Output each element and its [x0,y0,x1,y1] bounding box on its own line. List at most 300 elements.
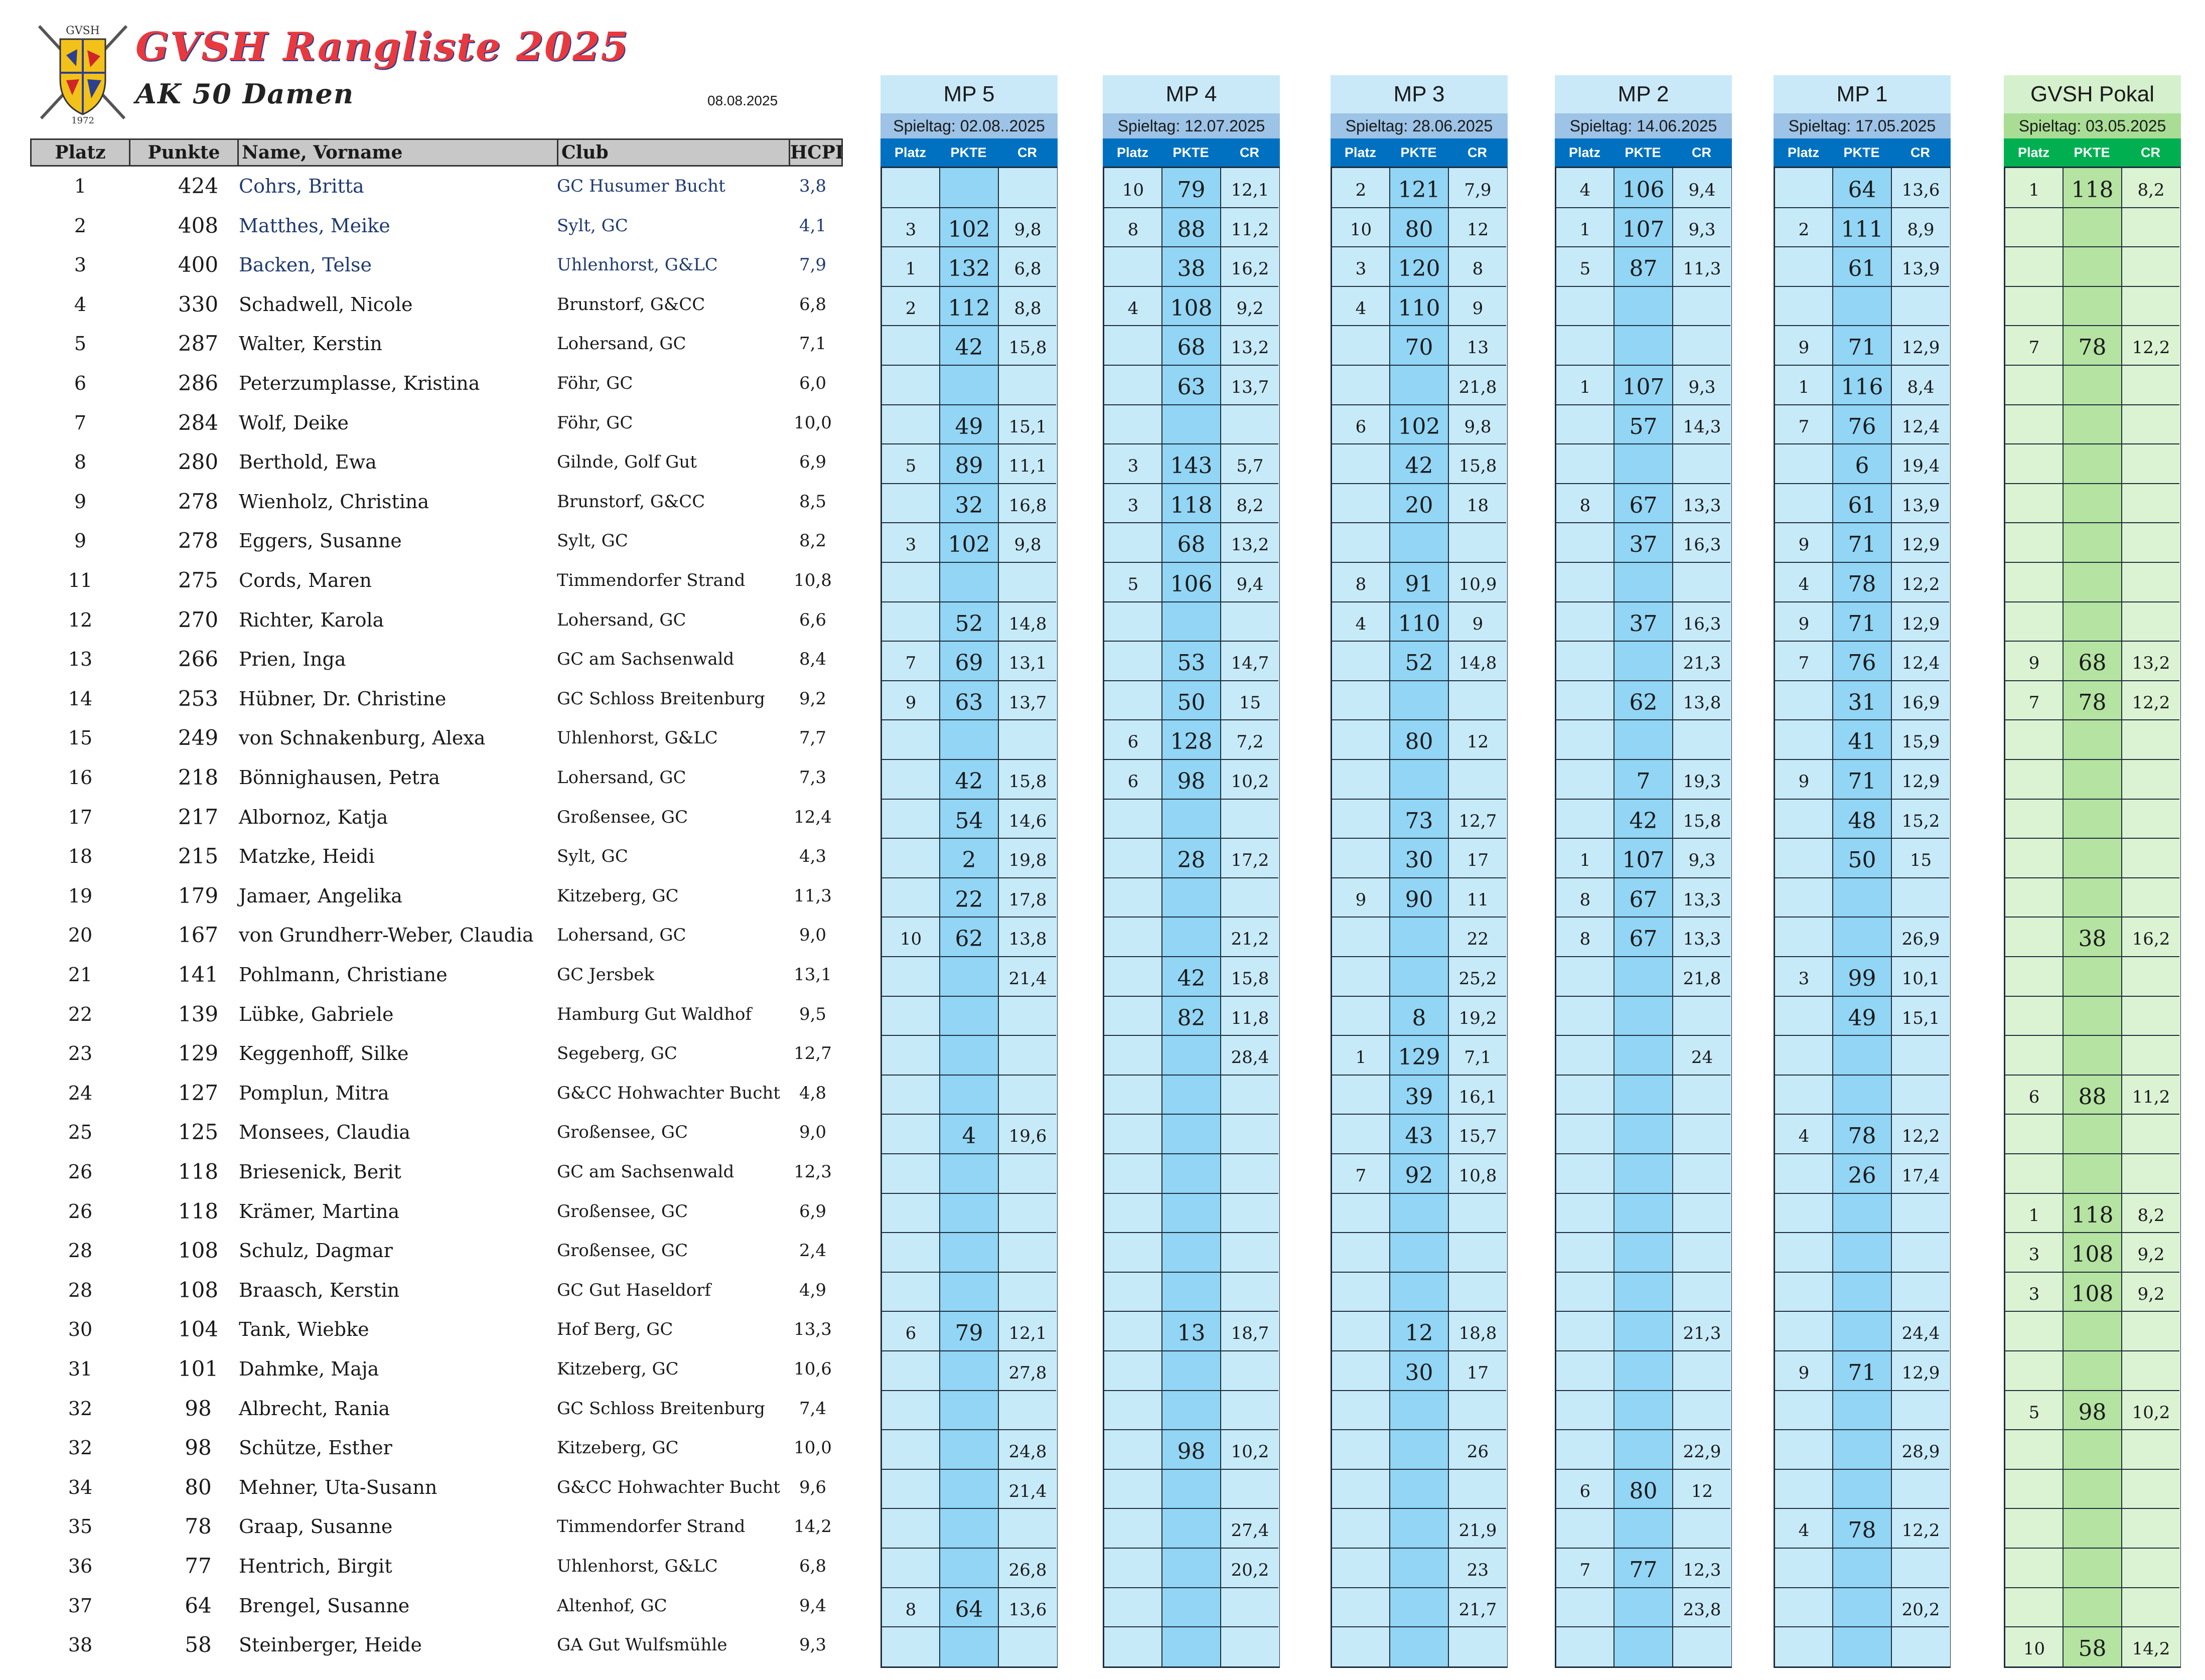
event-grid [1103,167,1280,1668]
result-cr: 9,4 [1688,180,1716,200]
result-cr: 9,8 [1014,535,1042,555]
result-platz: 6 [1355,416,1367,437]
col-header-hcpi: HCPI [789,138,843,167]
result-platz [2005,838,2063,878]
result-platz [1775,799,1833,839]
result-pkte: 80 [1405,216,1433,242]
event-title: MP 4 [1103,75,1280,113]
result-pkte [2063,365,2122,405]
result-platz [1556,1114,1614,1154]
table-row [30,1428,843,1468]
rank-cell: 38 [68,1634,93,1656]
result-platz: 3 [2028,1284,2040,1304]
result-platz [1104,1154,1162,1193]
result-pkte: 58 [2078,1636,2107,1662]
result-platz [1332,523,1390,562]
result-cr [1221,1469,1279,1509]
result-cr [998,720,1057,759]
result-pkte: 107 [1622,216,1665,242]
result-cr: 16,9 [1901,692,1940,713]
table-row [30,798,843,837]
result-cr: 14,8 [1458,653,1497,674]
result-pkte: 89 [955,453,983,479]
result-platz [1332,641,1390,681]
table-row [30,285,843,325]
result-pkte [2063,1351,2122,1391]
result-platz [882,365,940,405]
result-pkte [1833,1391,1891,1430]
result-cr: 13,3 [1683,889,1721,910]
result-cr: 26,9 [1901,929,1940,950]
result-platz: 4 [1355,298,1367,319]
hcpi-cell: 9,5 [799,1004,827,1024]
name-cell: Tank, Wiebke [239,1318,369,1341]
result-platz [1332,1548,1390,1588]
result-platz [1104,405,1162,444]
result-platz [1556,523,1614,562]
result-cr: 19,4 [1901,456,1940,477]
result-platz: 9 [1798,772,1810,792]
result-platz [2005,996,2063,1036]
result-cr: 11,8 [1231,1008,1269,1028]
hcpi-cell: 12,3 [794,1162,832,1182]
result-cr [1448,1469,1507,1509]
hcpi-cell: 4,3 [799,846,827,867]
points-cell: 125 [178,1120,219,1145]
event-subheader [1774,138,1951,167]
result-cr: 12 [1466,732,1489,752]
result-pkte [1614,1114,1673,1154]
result-cr: 12,4 [1901,416,1940,437]
result-cr [1891,878,1950,918]
result-pkte [1162,1391,1221,1430]
result-platz [2005,562,2063,602]
name-cell: Schulz, Dagmar [239,1240,393,1262]
result-cr: 19,2 [1458,1008,1497,1028]
result-cr: 16,2 [2132,929,2170,950]
col-header-club: Club [557,138,790,167]
subheader-platz: Platz [2017,145,2050,160]
name-cell: von Schnakenburg, Alexa [239,727,486,749]
table-row [30,837,843,876]
result-pkte [1162,878,1221,918]
result-platz [1775,1154,1833,1193]
result-pkte: 129 [1398,1044,1440,1071]
result-platz: 8 [1579,495,1591,516]
result-pkte [1162,799,1221,839]
result-cr: 16,2 [1231,259,1269,279]
result-cr: 12,1 [1008,1323,1047,1344]
result-platz [1556,1233,1614,1272]
rank-cell: 2 [74,214,87,237]
result-pkte: 121 [1398,177,1440,203]
result-platz: 10 [2023,1639,2045,1659]
result-pkte: 143 [1170,453,1213,479]
result-platz: 5 [2028,1402,2040,1423]
event-date: Spieltag: 14.06.2025 [1555,113,1732,138]
rank-cell: 1 [74,175,87,197]
result-platz: 1 [1355,1047,1367,1068]
result-cr: 24,4 [1901,1323,1940,1344]
result-platz [1775,1588,1833,1627]
table-row [30,1113,843,1152]
result-pkte: 13 [1177,1320,1206,1346]
result-platz [1104,1351,1162,1391]
result-pkte [2063,957,2122,996]
result-pkte: 78 [1848,1123,1876,1149]
result-platz [1104,799,1162,839]
result-platz [2005,1548,2063,1588]
result-cr [2122,484,2180,523]
points-cell: 278 [178,528,219,553]
rank-cell: 4 [74,293,87,316]
result-cr: 21,2 [1231,929,1269,950]
result-platz [2005,720,2063,759]
subheader-pkte: PKTE [1172,145,1209,160]
result-platz [2005,1508,2063,1548]
result-platz [2005,286,2063,326]
result-cr [1221,1588,1279,1627]
result-platz: 7 [2028,338,2040,358]
result-platz [1775,1627,1833,1666]
result-platz [1556,681,1614,720]
result-cr [1221,1627,1279,1666]
result-cr: 12,7 [1458,811,1497,831]
result-pkte [2063,838,2122,878]
result-platz [1556,444,1614,484]
result-pkte [2063,405,2122,444]
result-platz [1104,838,1162,878]
result-platz [1556,1075,1614,1115]
name-cell: Walter, Kerstin [239,333,382,355]
result-platz: 9 [2028,653,2040,674]
event-date: Spieltag: 12.07.2025 [1103,113,1280,138]
result-cr [1448,1627,1507,1666]
hcpi-cell: 8,4 [799,649,827,670]
result-cr: 12,9 [1901,772,1940,792]
result-platz [1775,996,1833,1036]
result-pkte [940,1430,998,1469]
result-platz [1775,838,1833,878]
result-pkte [2063,759,2122,799]
result-cr: 21,3 [1683,653,1721,674]
hcpi-cell: 6,8 [799,294,827,315]
table-row [30,758,843,798]
result-cr: 17 [1466,1363,1489,1383]
result-cr: 14,2 [2132,1639,2170,1659]
points-cell: 287 [178,331,219,356]
table-row [30,442,843,482]
points-cell: 78 [185,1514,212,1539]
points-cell: 286 [178,371,219,395]
club-cell: Kitzeberg, GC [557,885,679,906]
result-cr: 24,8 [1008,1442,1047,1462]
result-cr [1891,1391,1950,1430]
result-pkte: 38 [1177,256,1206,282]
result-cr [998,1193,1057,1233]
result-pkte [2063,208,2122,247]
rank-cell: 24 [68,1082,93,1104]
result-platz: 3 [1355,259,1367,279]
result-platz [1556,996,1614,1036]
result-platz [1332,720,1390,759]
result-pkte: 102 [1398,413,1440,439]
result-platz: 6 [1127,732,1139,752]
result-cr: 15,1 [1008,416,1047,437]
result-cr [2122,247,2180,286]
name-cell: Cohrs, Britta [239,175,364,197]
result-platz [2005,1311,2063,1351]
club-cell: GC Jersbek [557,965,654,985]
result-platz [2005,1430,2063,1469]
name-cell: Keggenhoff, Silke [239,1042,409,1065]
result-cr [1673,1193,1731,1233]
hcpi-cell: 6,6 [799,609,827,630]
result-cr [1673,1391,1731,1430]
result-platz [882,405,940,444]
result-cr: 12,9 [1901,1363,1940,1383]
rank-cell: 31 [68,1358,93,1380]
result-cr: 20,2 [1231,1560,1269,1580]
subheader-pkte: PKTE [1625,145,1661,160]
result-pkte: 69 [955,650,983,676]
result-pkte [1390,1233,1448,1272]
result-cr: 13,6 [1008,1599,1047,1620]
result-pkte [1390,1469,1448,1509]
table-row [30,403,843,443]
table-row [30,167,843,206]
rank-cell: 9 [74,530,87,552]
result-platz [1556,1193,1614,1233]
result-pkte [1614,1154,1673,1193]
rank-cell: 25 [68,1121,93,1144]
result-pkte [2063,602,2122,642]
club-cell: GA Gut Wulfsmühle [557,1635,727,1655]
points-cell: 101 [178,1356,219,1381]
hcpi-cell: 11,3 [794,885,832,906]
result-pkte: 98 [1177,769,1206,794]
result-cr [2122,1311,2180,1351]
club-cell: Altenhof, GC [557,1595,667,1616]
result-cr: 18 [1466,495,1489,516]
result-pkte [1390,1272,1448,1312]
result-cr: 15 [1239,692,1261,713]
event-subheader [880,138,1058,167]
subheader-pkte: PKTE [950,145,987,160]
result-cr: 9,2 [1236,298,1264,319]
result-pkte: 68 [2078,650,2107,676]
result-cr: 12,3 [1683,1560,1721,1580]
result-pkte [1614,562,1673,602]
result-pkte: 128 [1170,729,1213,755]
result-platz: 9 [1798,535,1810,555]
hcpi-cell: 12,4 [794,807,832,827]
result-cr: 15,8 [1008,772,1047,792]
result-cr: 21,4 [1008,969,1047,989]
result-platz: 2 [1798,219,1810,240]
result-cr: 10,9 [1458,574,1497,594]
result-platz [2005,405,2063,444]
result-pkte [1614,1233,1673,1272]
rank-cell: 3 [74,254,87,276]
result-pkte: 49 [1848,1005,1876,1031]
result-pkte: 71 [1848,532,1876,558]
result-pkte [2063,484,2122,523]
result-cr: 22,9 [1683,1442,1721,1462]
result-cr: 15 [1909,850,1932,871]
rank-cell: 15 [68,727,93,749]
hcpi-cell: 7,7 [799,728,827,748]
hcpi-cell: 4,9 [799,1280,827,1300]
result-pkte: 88 [1177,216,1206,242]
points-cell: 127 [178,1080,219,1105]
result-platz: 1 [1579,850,1591,871]
result-pkte: 88 [2078,1084,2107,1110]
result-pkte: 78 [2078,689,2107,715]
result-pkte: 120 [1398,256,1440,282]
result-pkte: 132 [948,256,990,282]
result-pkte: 48 [1848,808,1876,834]
result-pkte: 108 [1170,295,1213,321]
name-cell: Jamaer, Angelika [239,884,402,907]
result-cr [1221,405,1279,444]
hcpi-cell: 4,8 [799,1083,827,1103]
points-cell: 80 [185,1474,212,1499]
result-platz [1104,1311,1162,1351]
result-pkte: 68 [1177,335,1206,361]
result-pkte: 78 [2078,335,2107,361]
rank-cell: 35 [68,1515,93,1538]
result-cr [1673,562,1731,602]
rank-cell: 5 [74,333,87,355]
result-platz [1104,247,1162,286]
result-cr: 13,3 [1683,495,1721,516]
result-cr: 16,1 [1458,1087,1497,1107]
result-platz [1556,1430,1614,1469]
result-platz [1775,681,1833,720]
result-pkte: 90 [1405,886,1433,912]
result-pkte: 38 [2078,926,2107,952]
rank-cell: 20 [68,924,93,947]
result-platz: 9 [1798,614,1810,634]
result-pkte [2063,562,2122,602]
result-pkte [1614,720,1673,759]
result-pkte [2063,996,2122,1036]
result-pkte: 102 [948,216,990,242]
result-platz [2005,759,2063,799]
result-platz [1104,1272,1162,1312]
result-platz [1556,405,1614,444]
result-platz [882,562,940,602]
result-cr: 12,9 [1901,338,1940,358]
result-pkte [940,1627,998,1666]
result-platz [882,1193,940,1233]
result-platz [1332,1114,1390,1154]
result-platz [1556,1508,1614,1548]
club-cell: Sylt, GC [557,531,628,551]
name-cell: Schütze, Esther [239,1437,392,1459]
result-pkte: 91 [1405,571,1433,597]
result-platz [882,799,940,839]
result-platz: 4 [1798,1126,1810,1147]
result-platz: 8 [1355,574,1367,594]
result-cr: 15,2 [1901,811,1940,831]
result-platz [1775,1391,1833,1430]
hcpi-cell: 10,0 [794,1438,832,1458]
club-cell: Hamburg Gut Waldhof [557,1004,752,1024]
result-platz [1332,996,1390,1036]
rank-cell: 26 [68,1200,93,1223]
result-cr: 14,7 [1231,653,1269,674]
points-cell: 284 [178,410,219,435]
result-cr [1221,1233,1279,1272]
subheader-platz: Platz [894,145,927,160]
result-platz [1556,641,1614,681]
points-cell: 253 [178,686,219,711]
svg-text:1972: 1972 [71,115,94,125]
result-pkte [1614,1351,1673,1391]
result-cr [1221,878,1279,918]
result-cr: 11,2 [1231,219,1269,240]
result-pkte: 61 [1848,492,1876,518]
result-pkte [940,1351,998,1391]
points-cell: 58 [185,1632,212,1657]
hcpi-cell: 6,8 [799,1556,827,1576]
result-pkte [1390,1391,1448,1430]
name-cell: Lübke, Gabriele [239,1003,394,1025]
result-cr: 8,2 [2137,180,2165,200]
result-pkte: 111 [1841,216,1883,242]
result-pkte: 112 [948,295,990,321]
result-pkte [1833,1430,1891,1469]
table-row [30,876,843,916]
name-cell: Krämer, Martina [239,1200,400,1223]
rank-cell: 13 [68,648,93,671]
result-cr: 24 [1691,1047,1713,1068]
result-cr: 28,9 [1901,1442,1940,1462]
result-platz: 3 [905,219,917,240]
hcpi-cell: 9,3 [799,1635,827,1655]
result-platz [1104,326,1162,365]
event-grid [2004,167,2181,1668]
result-platz [1556,562,1614,602]
result-pkte: 32 [955,492,983,518]
points-cell: 249 [178,725,219,750]
table-row [30,995,843,1034]
result-platz [1104,1391,1162,1430]
table-row [30,1074,843,1113]
table-row [30,561,843,600]
subheader-cr: CR [1910,145,1930,160]
result-platz [882,1233,940,1272]
hcpi-cell: 7,3 [799,768,827,788]
result-platz [1104,1548,1162,1588]
result-pkte: 107 [1622,847,1665,873]
result-platz: 9 [905,692,917,713]
result-pkte [1833,1627,1891,1666]
result-pkte: 98 [1177,1439,1206,1465]
result-cr [998,365,1057,405]
points-cell: 139 [178,1001,219,1026]
result-platz [1104,1627,1162,1666]
result-cr [2122,1351,2180,1391]
result-platz [1775,1469,1833,1509]
result-pkte [1162,1627,1221,1666]
subheader-cr: CR [1240,145,1259,160]
result-cr: 23,8 [1683,1599,1721,1620]
result-platz: 7 [1579,1560,1591,1580]
result-cr: 8 [1472,259,1484,279]
